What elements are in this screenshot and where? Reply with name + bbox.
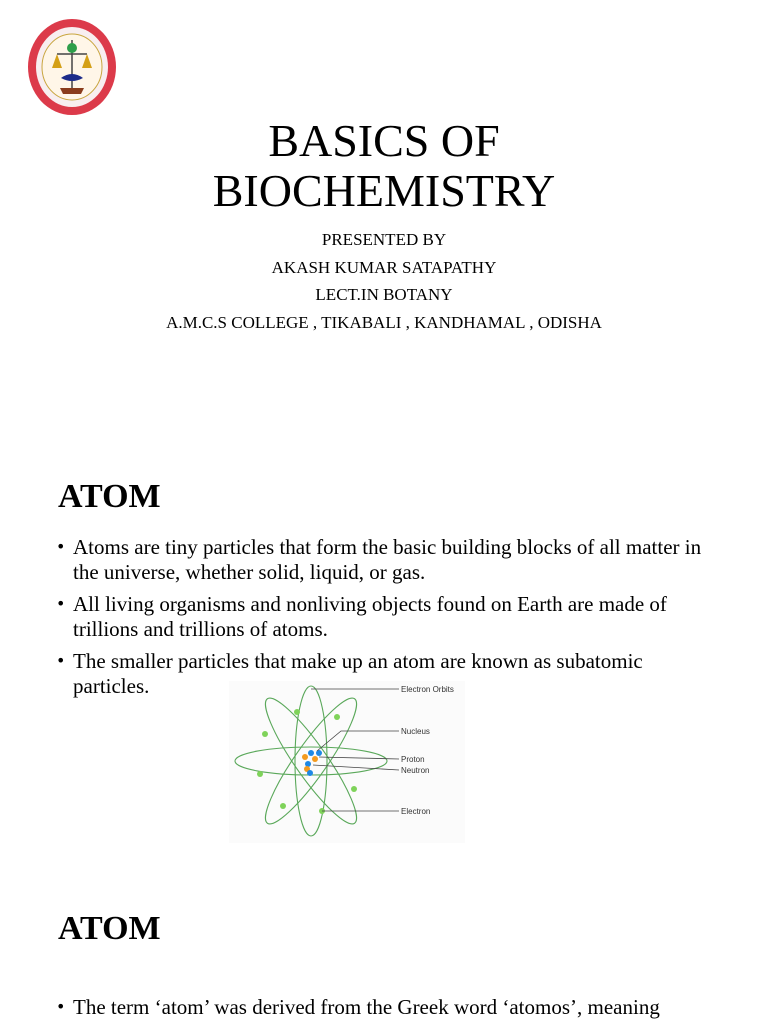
atom-slide: [0, 455, 768, 855]
proton: [312, 756, 318, 762]
electron: [351, 786, 357, 792]
bullet-icon: •: [56, 651, 66, 670]
title-line: BASICS OF: [268, 115, 500, 166]
label-proton: Proton: [401, 755, 425, 764]
bullet-list: [56, 995, 716, 1028]
slide-heading: ATOM: [58, 910, 161, 947]
nucleus: [302, 750, 322, 776]
atom-slide-2: [0, 885, 768, 1024]
electron: [280, 803, 286, 809]
college-seal-icon: [27, 18, 117, 116]
electron: [257, 771, 263, 777]
electron: [262, 731, 268, 737]
atom-diagram: [229, 681, 465, 843]
bullet-text: The smaller particles that make up an atom are known as subatomic particles.: [73, 649, 643, 698]
label-nucleus: Nucleus: [401, 727, 430, 736]
bullet-icon: •: [56, 537, 66, 556]
presenter-info: [0, 226, 768, 336]
electron: [294, 709, 300, 715]
label-neutron: Neutron: [401, 766, 430, 775]
presenter-name: AKASH KUMAR SATAPATHY: [271, 257, 497, 277]
atom-structure-icon: [229, 681, 465, 843]
electron: [334, 714, 340, 720]
title-line: BIOCHEMISTRY: [212, 165, 556, 216]
presented-by-text: PRESENTED BY: [321, 230, 447, 249]
bullet-item: [56, 592, 716, 641]
neutron: [308, 750, 314, 756]
bullet-text: All living organisms and nonliving objects found on Earth are made of trillions and trillions of atoms.: [73, 592, 667, 641]
proton: [302, 754, 308, 760]
presentation-title: [0, 116, 768, 216]
bullet-text: The term ‘atom’ was derived from the Greek word ‘atomos’, meaning: [73, 995, 660, 1019]
neutron: [316, 750, 322, 756]
label-electron: Electron: [401, 807, 431, 816]
bullet-icon: •: [56, 594, 66, 613]
neutron: [305, 761, 311, 767]
presenter-designation: LECT.IN BOTANY: [315, 285, 453, 304]
bullet-text: Atoms are tiny particles that form the basic building blocks of all matter in the universe, whether solid, liquid, or gas.: [73, 535, 702, 584]
college-logo: [27, 18, 117, 116]
neutron: [307, 770, 313, 776]
college-address: A.M.C.S COLLEGE , TIKABALI , KANDHAMAL , ODISHA: [166, 312, 602, 332]
title-slide: [0, 0, 768, 430]
label-electron-orbits: Electron Orbits: [401, 685, 454, 694]
bullet-icon: •: [56, 997, 66, 1016]
bullet-item: [56, 995, 716, 1020]
slide-heading: ATOM: [58, 478, 161, 515]
bullet-item: [56, 535, 716, 584]
